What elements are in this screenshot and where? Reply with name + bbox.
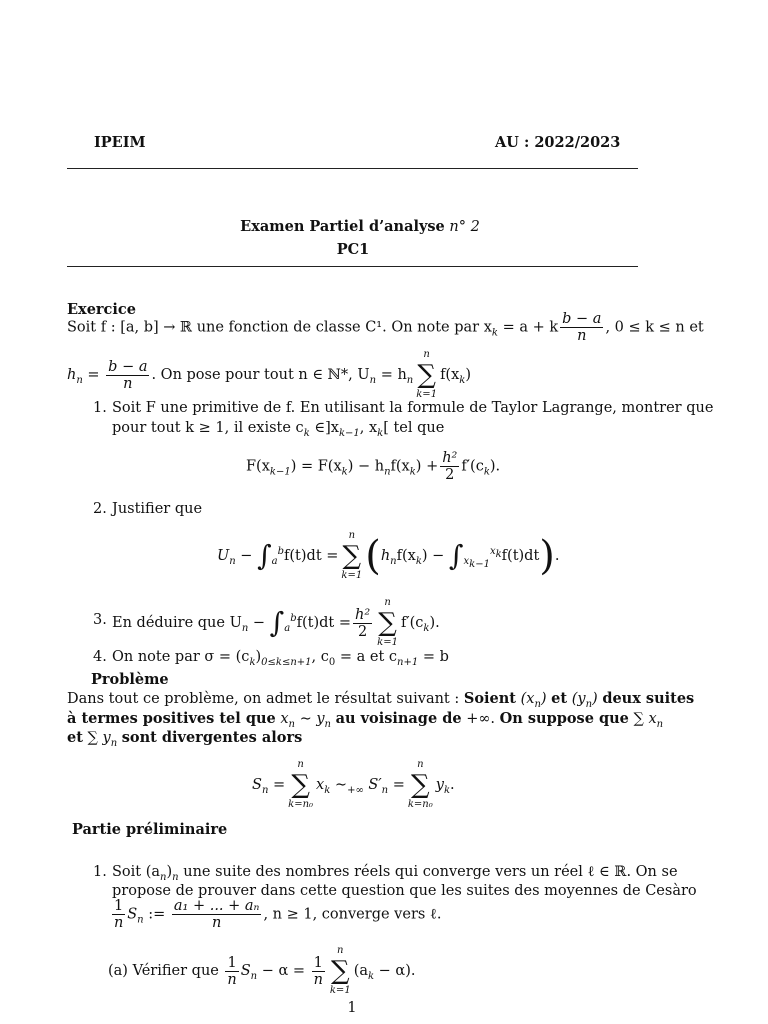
exercice-heading: Exercice <box>67 301 136 318</box>
preliminaire-heading: Partie préliminaire <box>72 821 228 838</box>
exercice-intro-line1: Soit f : [a, b] → ℝ une fonction de classe C¹. On note par $x_k = a + k$ $\frac{b - a}{n}$ , 0 ≤ k ≤ n et <box>67 311 704 344</box>
probleme-heading: Problème <box>91 671 169 688</box>
q3-formula: En déduire que $U_n - \int_a^bf(t)dt$ = $\frac{\text{h²}}{2}$ n ∑ k=1 $f'(c_k)$. <box>112 597 440 648</box>
q1-number: 1. <box>93 400 107 416</box>
header-rule <box>67 168 638 169</box>
title-rule <box>67 266 638 267</box>
academic-year-label: AU : 2022/2023 <box>495 134 621 151</box>
prelim-qa: (a) Vérifier que $\frac{1}{n}$ $S_n - \alpha$ = $\frac{1}{n}$ n ∑ k=1 $(a_k - \alpha)$. <box>108 945 416 996</box>
exam-title: Examen Partiel d’analyse n° 2 <box>240 218 480 235</box>
page-number: 1 <box>347 1000 357 1016</box>
probleme-line2: à termes positives tel que $x_n$ ∼ $y_n$ au voisinage de +∞. On suppose que ∑ $x_n$ <box>67 710 664 730</box>
q2-formula: $U_n - \int_a^bf(t)dt$ = n ∑ k=1 $(h_nf(x_k) - \int_{x_{k-1}}^{x_k}f(t)dt)$. <box>217 530 560 581</box>
institution-label: IPEIM <box>94 134 146 151</box>
q4-number: 4. <box>93 649 107 665</box>
q2-number: 2. <box>93 501 107 517</box>
probleme-formula: $S_n$ = n ∑ k=n₀ $x_k$ $\sim_{+\infty}$ $S'_n$ = n ∑ k=n₀ $y_k$. <box>252 759 455 810</box>
q1-text-line1: Soit F une primitive de f. En utilisant la formule de Taylor Lagrange, montrer que <box>112 400 714 416</box>
q3-number: 3. <box>93 612 107 628</box>
prelim-q1-line2: propose de prouver dans cette question que les suites des moyennes de Cesàro <box>112 883 697 899</box>
probleme-line3: et ∑ $y_n$ sont divergentes alors <box>67 729 303 749</box>
probleme-line1: Dans tout ce problème, on admet le résultat suivant : Soient $(x_n)$ et $(y_n)$ deux suites <box>67 690 695 710</box>
prelim-q1-line3: $\frac{1}{n}$ $S_n$ := $\frac{\text{a₁ + ... + aₙ}}{n}$ , n ≥ 1, converge vers ℓ. <box>113 898 442 931</box>
q4-text: On note par $\sigma = (c_k)_{0\le k\le n+1}$, $c_0 = a$ et $c_{n+1} = b$ <box>112 649 449 668</box>
class-title: PC1 <box>336 241 370 258</box>
prelim-q1-line1: Soit $(a_n)_n$ une suite des nombres réels qui converge vers un réel ℓ ∈ ℝ. On se <box>112 864 678 883</box>
q1-text-line2: pour tout k ≥ 1, il existe $c_k$ $\in]x_{k-1}$, $x_k$[ tel que <box>112 420 445 439</box>
prelim-q1-number: 1. <box>93 864 107 880</box>
q1-formula: $F(x_{k-1}) = F(x_k) - h_nf(x_k)$ + $\frac{\text{h²}}{2}$ $f'(c_k)$. <box>246 450 501 483</box>
q2-text: Justifier que <box>112 501 203 517</box>
exercice-intro-line2: $h_n$ = $\frac{b - a}{n}$ . On pose pour tout n ∈ ℕ*, $U_n = h_n$ n ∑ k=1 $f(x_k)$ <box>67 349 471 400</box>
